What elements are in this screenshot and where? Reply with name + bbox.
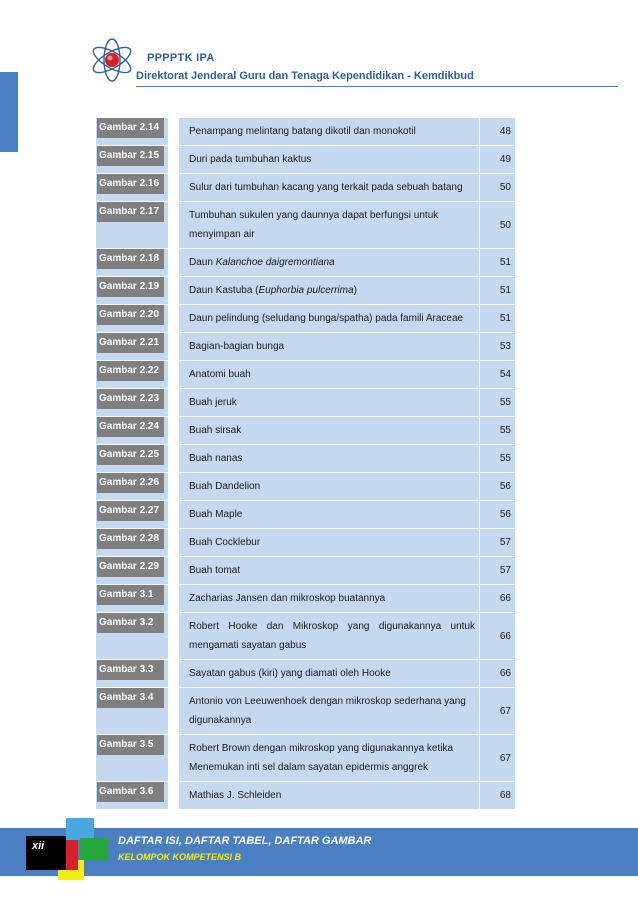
page-number-cell: 67	[479, 688, 515, 734]
figure-label: Gambar 2.16	[97, 174, 164, 194]
figure-description: Zacharias Jansen dan mikroskop buatannya	[189, 593, 386, 604]
column-gap	[168, 735, 179, 781]
figure-list-table	[96, 118, 515, 809]
column-gap	[168, 660, 179, 687]
column-gap	[168, 688, 179, 734]
figure-label: Gambar 2.17	[97, 202, 164, 222]
column-gap	[168, 118, 179, 145]
figure-description: Buah tomat	[189, 565, 241, 576]
column-gap	[168, 529, 179, 556]
figure-description: Buah jeruk	[189, 397, 237, 408]
column-gap	[168, 146, 179, 173]
column-gap	[168, 613, 179, 659]
figure-label: Gambar 2.23	[97, 389, 164, 409]
figure-label-cell	[96, 361, 168, 388]
table-row	[96, 118, 515, 145]
atom-logo-icon	[88, 36, 136, 84]
table-row	[96, 472, 515, 500]
table-row	[96, 304, 515, 332]
column-gap	[168, 277, 179, 304]
table-row	[96, 388, 515, 416]
figure-label-cell	[96, 202, 168, 248]
figure-label: Gambar 3.3	[97, 660, 164, 680]
figure-label: Gambar 2.25	[97, 445, 164, 465]
figure-description: Buah Cocklebur	[189, 537, 261, 548]
description-part: Daun	[189, 257, 216, 268]
page-number-cell: 55	[479, 389, 515, 416]
table-row	[96, 145, 515, 173]
decor-square-green	[80, 838, 108, 860]
figure-description: Daun pelindung (seludang bunga/spatha) pada famili Araceae	[189, 313, 464, 324]
page-number-cell: 50	[479, 174, 515, 201]
column-gap	[168, 557, 179, 584]
figure-description: Sayatan gabus (kiri) yang diamati oleh Hooke	[189, 668, 391, 679]
figure-label: Gambar 2.21	[97, 333, 164, 353]
page-number-cell: 68	[479, 782, 515, 809]
page-number-cell: 67	[479, 735, 515, 781]
scientific-name: Kalanchoe daigremontiana	[215, 257, 335, 268]
figure-label-cell	[96, 735, 168, 781]
footer-title: DAFTAR ISI, DAFTAR TABEL, DAFTAR GAMBAR	[118, 835, 372, 847]
table-row	[96, 781, 515, 809]
figure-label-cell	[96, 249, 168, 276]
figure-label-cell	[96, 174, 168, 201]
figure-label: Gambar 3.4	[97, 688, 164, 708]
page-number-cell: 56	[479, 473, 515, 500]
figure-description: Anatomi buah	[189, 369, 251, 380]
column-gap	[168, 202, 179, 248]
figure-description: Mathias J. Schleiden	[189, 790, 282, 801]
page-number-cell: 48	[479, 118, 515, 145]
figure-label: Gambar 2.27	[97, 501, 164, 521]
figure-label-cell	[96, 501, 168, 528]
page-number-cell: 55	[479, 445, 515, 472]
table-row	[96, 659, 515, 687]
figure-description: Buah Dandelion	[189, 481, 261, 492]
page-number-cell: 49	[479, 146, 515, 173]
page-header	[88, 36, 628, 90]
figure-label: Gambar 3.6	[97, 782, 164, 802]
figure-label-cell	[96, 473, 168, 500]
table-row	[96, 248, 515, 276]
figure-description	[179, 277, 479, 304]
figure-label-cell	[96, 146, 168, 173]
column-gap	[168, 174, 179, 201]
column-gap	[168, 445, 179, 472]
figure-label: Gambar 2.24	[97, 417, 164, 437]
figure-label-cell	[96, 417, 168, 444]
column-gap	[168, 417, 179, 444]
column-gap	[168, 473, 179, 500]
decor-square-blue	[66, 818, 94, 840]
page-number-cell: 57	[479, 557, 515, 584]
left-edge-bar	[0, 72, 18, 152]
table-row	[96, 201, 515, 248]
column-gap	[168, 389, 179, 416]
description-part: Daun Kastuba (	[189, 285, 259, 296]
figure-label-cell	[96, 613, 168, 659]
column-gap	[168, 501, 179, 528]
page-number-cell: 66	[479, 660, 515, 687]
figure-label-cell	[96, 305, 168, 332]
department-name: Direktorat Jenderal Guru dan Tenaga Kependidikan - Kemdikbud	[136, 70, 474, 82]
table-row	[96, 332, 515, 360]
page-number-cell: 51	[479, 249, 515, 276]
figure-description: Bagian-bagian bunga	[189, 341, 285, 352]
figure-label: Gambar 2.18	[97, 249, 164, 269]
table-row	[96, 276, 515, 304]
page-number-cell: 66	[479, 585, 515, 612]
page-footer	[0, 818, 638, 903]
column-gap	[168, 782, 179, 809]
figure-label-cell	[96, 118, 168, 145]
figure-label: Gambar 3.5	[97, 735, 164, 755]
figure-description: Buah sirsak	[189, 425, 242, 436]
page-number-cell: 56	[479, 501, 515, 528]
table-row	[96, 584, 515, 612]
figure-description: Sulur dari tumbuhan kacang yang terkait pada sebuah batang	[189, 182, 463, 193]
page-number-cell: 54	[479, 361, 515, 388]
figure-description: Duri pada tumbuhan kaktus	[189, 154, 312, 165]
table-row	[96, 528, 515, 556]
figure-label: Gambar 3.1	[97, 585, 164, 605]
figure-description: Buah nanas	[189, 453, 243, 464]
figure-label-cell	[96, 389, 168, 416]
figure-description: Tumbuhan sukulen yang daunnya dapat berfungsi untuk menyimpan air	[189, 210, 439, 240]
figure-description: Antonio von Leeuwenhoek dengan mikroskop sederhana yang digunakannya	[189, 696, 466, 726]
table-row	[96, 687, 515, 734]
figure-label: Gambar 2.28	[97, 529, 164, 549]
page-number-cell: 53	[479, 333, 515, 360]
figure-description: Buah Maple	[189, 509, 243, 520]
figure-label: Gambar 2.20	[97, 305, 164, 325]
figure-description: Robert Hooke dan Mikroskop yang digunakannya untuk mengamati sayatan gabus	[189, 621, 475, 651]
page-number: xii	[32, 840, 45, 852]
figure-label-cell	[96, 688, 168, 734]
figure-label-cell	[96, 445, 168, 472]
figure-label-cell	[96, 333, 168, 360]
table-row	[96, 734, 515, 781]
page-number-cell: 51	[479, 305, 515, 332]
page-number-cell: 66	[479, 613, 515, 659]
page-number-cell: 57	[479, 529, 515, 556]
page-number-cell: 55	[479, 417, 515, 444]
figure-label: Gambar 2.14	[97, 118, 164, 138]
table-row	[96, 612, 515, 659]
column-gap	[168, 333, 179, 360]
figure-label: Gambar 2.19	[97, 277, 164, 297]
figure-label-cell	[96, 557, 168, 584]
footer-subtitle: KELOMPOK KOMPETENSI B	[118, 852, 242, 862]
column-gap	[168, 585, 179, 612]
figure-description: Penampang melintang batang dikotil dan monokotil	[189, 126, 416, 137]
scientific-name: Euphorbia pulcerrima	[258, 285, 354, 296]
figure-label-cell	[96, 585, 168, 612]
figure-label: Gambar 2.22	[97, 361, 164, 381]
figure-label: Gambar 3.2	[97, 613, 164, 633]
header-divider	[136, 86, 618, 87]
figure-label-cell	[96, 529, 168, 556]
table-row	[96, 444, 515, 472]
column-gap	[168, 361, 179, 388]
figure-description	[179, 249, 479, 276]
description-part: )	[353, 285, 357, 296]
table-row	[96, 416, 515, 444]
page-number-cell: 50	[479, 202, 515, 248]
table-row	[96, 500, 515, 528]
table-row	[96, 556, 515, 584]
figure-label-cell	[96, 660, 168, 687]
figure-label: Gambar 2.15	[97, 146, 164, 166]
column-gap	[168, 305, 179, 332]
figure-description: Robert Brown dengan mikroskop yang digunakannya ketika Menemukan inti sel dalam sayatan epidermis anggrek	[189, 743, 454, 773]
page-number-cell: 51	[479, 277, 515, 304]
table-row	[96, 360, 515, 388]
figure-label-cell	[96, 277, 168, 304]
figure-label-cell	[96, 782, 168, 809]
org-name: PPPPTK IPA	[147, 52, 215, 64]
decor-square-red	[66, 840, 78, 870]
figure-label: Gambar 2.26	[97, 473, 164, 493]
column-gap	[168, 249, 179, 276]
figure-label: Gambar 2.29	[97, 557, 164, 577]
table-row	[96, 173, 515, 201]
